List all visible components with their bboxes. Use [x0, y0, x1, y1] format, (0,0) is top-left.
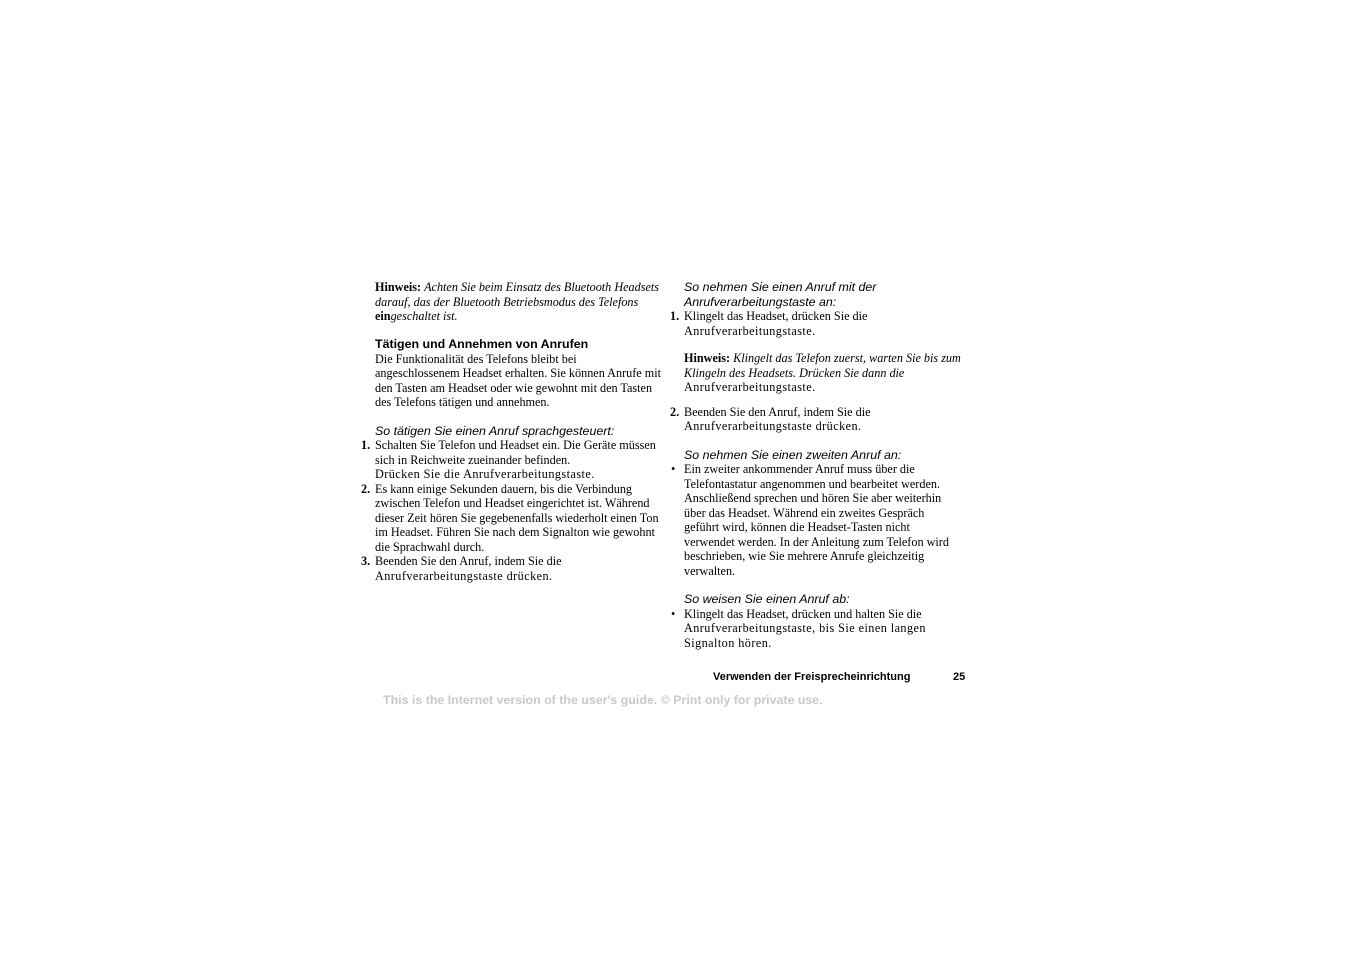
voice-call-heading: So tätigen Sie einen Anruf sprachgesteuert:	[375, 423, 615, 438]
hint-text: Klingelt das Telefon zuerst, warten Sie bis zum Klingeln des Headsets. Drücken Sie dann die	[684, 351, 961, 380]
step-text: Beenden Sie den Anruf, indem Sie die	[684, 404, 871, 419]
second-call-heading: So nehmen Sie einen zweiten Anruf an:	[684, 447, 902, 462]
hint-text: Achten Sie beim Einsatz des Bluetooth Headsets darauf, das der Bluetooth Betriebsmodus des Telefons	[375, 280, 659, 309]
hint-bold-text: ein	[375, 309, 391, 323]
list-item	[361, 438, 661, 482]
section-heading: Tätigen und Annehmen von Anrufen	[375, 336, 589, 351]
list-item	[670, 462, 962, 578]
step-text-tail: Anrufverarbeitungstaste.	[684, 323, 816, 338]
step-text: Schalten Sie Telefon und Headset ein. Die Geräte müssen sich in Reichweite zueinander befinden.	[375, 438, 656, 467]
hint-note	[361, 280, 661, 324]
step-text-tail: Anrufverarbeitungstaste drücken.	[375, 568, 553, 583]
hint-text-end: geschaltet ist.	[390, 309, 458, 323]
list-item	[670, 607, 962, 651]
voice-call-steps	[361, 438, 661, 583]
left-column	[361, 280, 661, 583]
answer-hint-note	[670, 351, 962, 395]
right-column	[670, 280, 962, 650]
section-intro: Die Funktionalität des Telefons bleibt bei angeschlossenem Headset erhalten. Sie können Anrufe mit den Tasten am Headset oder wie gewohnt mit den Tasten des Telefons tätigen und annehmen.	[375, 351, 661, 409]
footer-section-title: Verwenden der Freisprecheinrichtung	[713, 671, 911, 683]
step-text: Es kann einige Sekunden dauern, bis die Verbindung zwischen Telefon und Headset eingerichtet ist. Während dieser Zeit hören Sie gegebenenfalls wiederholt einen Ton im Headset. Führen Sie nach dem Signalton wie gewohnt die Sprachwahl durch.	[375, 481, 659, 554]
answer-step-2	[670, 405, 962, 434]
hint-text-tail: Anrufverarbeitungstaste.	[684, 380, 816, 394]
step-text: Klingelt das Headset, drücken Sie die	[684, 309, 868, 323]
bullet-text-tail: Anrufverarbeitungstaste, bis Sie einen langen Signalton hören.	[684, 621, 926, 650]
list-item	[361, 554, 661, 583]
hint-label: Hinweis:	[375, 280, 422, 294]
step-number: 3.	[361, 554, 371, 568]
watermark-notice: This is the Internet version of the user's guide. © Print only for private use.	[383, 693, 823, 707]
step-number: 1.	[670, 309, 680, 323]
bullet-text: Klingelt das Headset, drücken und halten Sie die	[684, 606, 922, 621]
bullet-marker: •	[671, 462, 676, 476]
step-text: Beenden Sie den Anruf, indem Sie die	[375, 554, 562, 568]
answer-step-1	[670, 309, 962, 338]
reject-call-heading: So weisen Sie einen Anruf ab:	[684, 592, 850, 606]
page-number: 25	[953, 671, 966, 683]
step-number: 2.	[361, 481, 371, 496]
step-number: 2.	[670, 404, 680, 419]
hint-label: Hinweis:	[684, 351, 731, 365]
reject-call-list	[670, 607, 962, 651]
answer-call-heading: So nehmen Sie einen Anruf mit der Anrufverarbeitungstaste an:	[684, 280, 877, 309]
step-number: 1.	[361, 438, 371, 452]
step-text-tail: Drücken Sie die Anrufverarbeitungstaste.	[375, 467, 595, 481]
step-text-tail: Anrufverarbeitungstaste drücken.	[684, 419, 862, 433]
second-call-list	[670, 462, 962, 578]
list-item	[361, 482, 661, 555]
bullet-marker: •	[671, 606, 676, 621]
bullet-text: Ein zweiter ankommender Anruf muss über die Telefontastatur angenommen und bearbeitet werden. Anschließend sprechen und hören Sie aber weiterhin über das Headset. Während ein zweites Gespräch geführt wird, können die Headset-Tasten nicht verwendet werden. In der Anleitung zum Telefon wird beschrieben, wie Sie mehrere Anrufe gleichzeitig verwalten.	[684, 462, 949, 578]
